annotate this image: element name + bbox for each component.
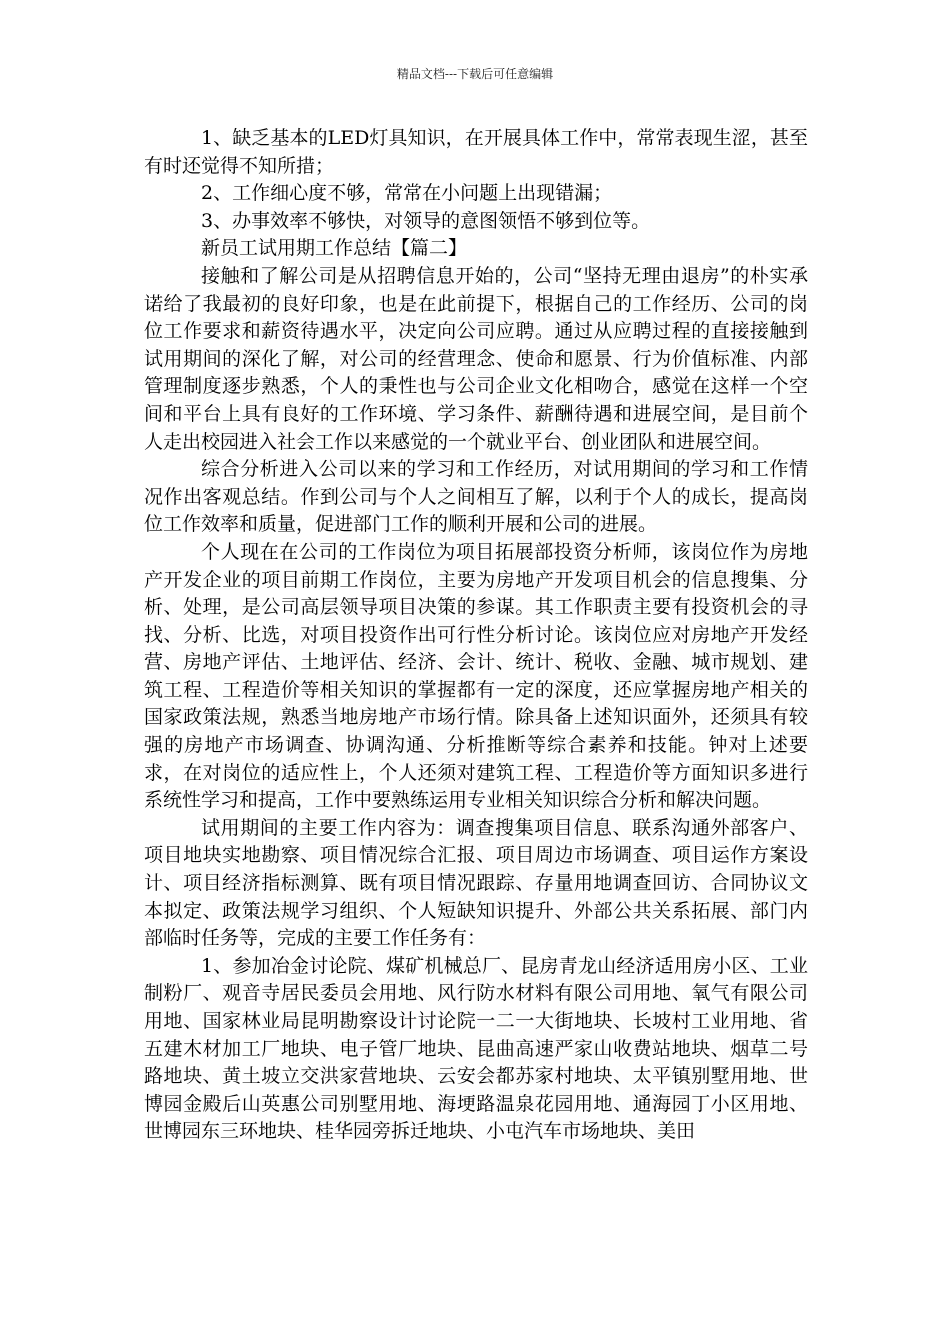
- paragraph-position: 个人现在在公司的工作岗位为项目拓展部投资分析师，该岗位作为房地产开发企业的项目前期工作岗位，主要为房地产开发项目机会的信息搜集、分析、处理，是公司高层领导项目决策的参谋。其工作职责主要有投资机会的寻找、分析、比选，对项目投资作出可行性分析讨论。该岗位应对房地产开发经营、房地产评估、土地评估、经济、会计、统计、税收、金融、城市规划、建筑工程、工程造价等相关知识的掌握都有一定的深度，还应掌握房地产相关的国家政策法规，熟悉当地房地产市场行情。除具备上述知识面外，还须具有较强的房地产市场调查、协调沟通、分析推断等综合素养和技能。钟对上述要求，在对岗位的适应性上，个人还须对建筑工程、工程造价等方面知识多进行系统性学习和提高，工作中要熟练运用专业相关知识综合分析和解决问题。: [144, 540, 808, 812]
- paragraph-summary: 综合分析进入公司以来的学习和工作经历，对试用期间的学习和工作情况作出客观总结。作到公司与个人之间相互了解，以利于个人的成长，提高岗位工作效率和质量，促进部门工作的顺利开展和公司的进展。: [144, 458, 808, 536]
- page-header: 精品文档---下载后可任意编辑: [396, 67, 554, 81]
- paragraph-work-content: 试用期间的主要工作内容为：调查搜集项目信息、联系沟通外部客户、项目地块实地勘察、项目情况综合汇报、项目周边市场调查、项目运作方案设计、项目经济指标测算、既有项目情况跟踪、存量用地调查回访、合同协议文本拟定、政策法规学习组织、个人短缺知识提升、外部公共关系拓展、部门内部临时任务等，完成的主要工作任务有：: [144, 816, 808, 950]
- section-heading: 新员工试用期工作总结【篇二】: [201, 237, 468, 260]
- paragraph-shortcoming-3: 3、办事效率不够快，对领导的意图领悟不够到位等。: [201, 209, 651, 232]
- paragraph-task-1: 1、参加冶金讨论院、煤矿机械总厂、昆房青龙山经济适用房小区、工业制粉厂、观音寺居民委员会用地、风行防水材料有限公司用地、氧气有限公司用地、国家林业局昆明勘察设计讨论院一二一大街地块、长坡村工业用地、省五建木材加工厂地块、电子管厂地块、昆曲高速严家山收费站地块、烟草二号路地块、黄土坡立交洪家营地块、云安会都苏家村地块、太平镇别墅用地、世博园金殿后山英惠公司别墅用地、海埂路温泉花园用地、通海园丁小区用地、世博园东三环地块、桂华园旁拆迁地块、小屯汽车市场地块、美田: [144, 954, 808, 1143]
- paragraph-shortcoming-2: 2、工作细心度不够，常常在小问题上出现错漏；: [201, 182, 613, 205]
- paragraph-shortcoming-1: 1、缺乏基本的LED灯具知识，在开展具体工作中，常常表现生涩，甚至有时还觉得不知所措；: [144, 127, 808, 177]
- paragraph-intro: 接触和了解公司是从招聘信息开始的，公司“坚持无理由退房”的朴实承诺给了我最初的良好印象，也是在此前提下，根据自己的工作经历、公司的岗位工作要求和薪资待遇水平，决定向公司应聘。通过从应聘过程的直接接触到试用期间的深化了解，对公司的经营理念、使命和愿景、行为价值标准、内部管理制度逐步熟悉，个人的秉性也与公司企业文化相吻合，感觉在这样一个空间和平台上具有良好的工作环境、学习条件、薪酬待遇和进展空间，是目前个人走出校园进入社会工作以来感觉的一个就业平台、创业团队和进展空间。: [144, 264, 808, 453]
- document-body: [144, 125, 808, 1146]
